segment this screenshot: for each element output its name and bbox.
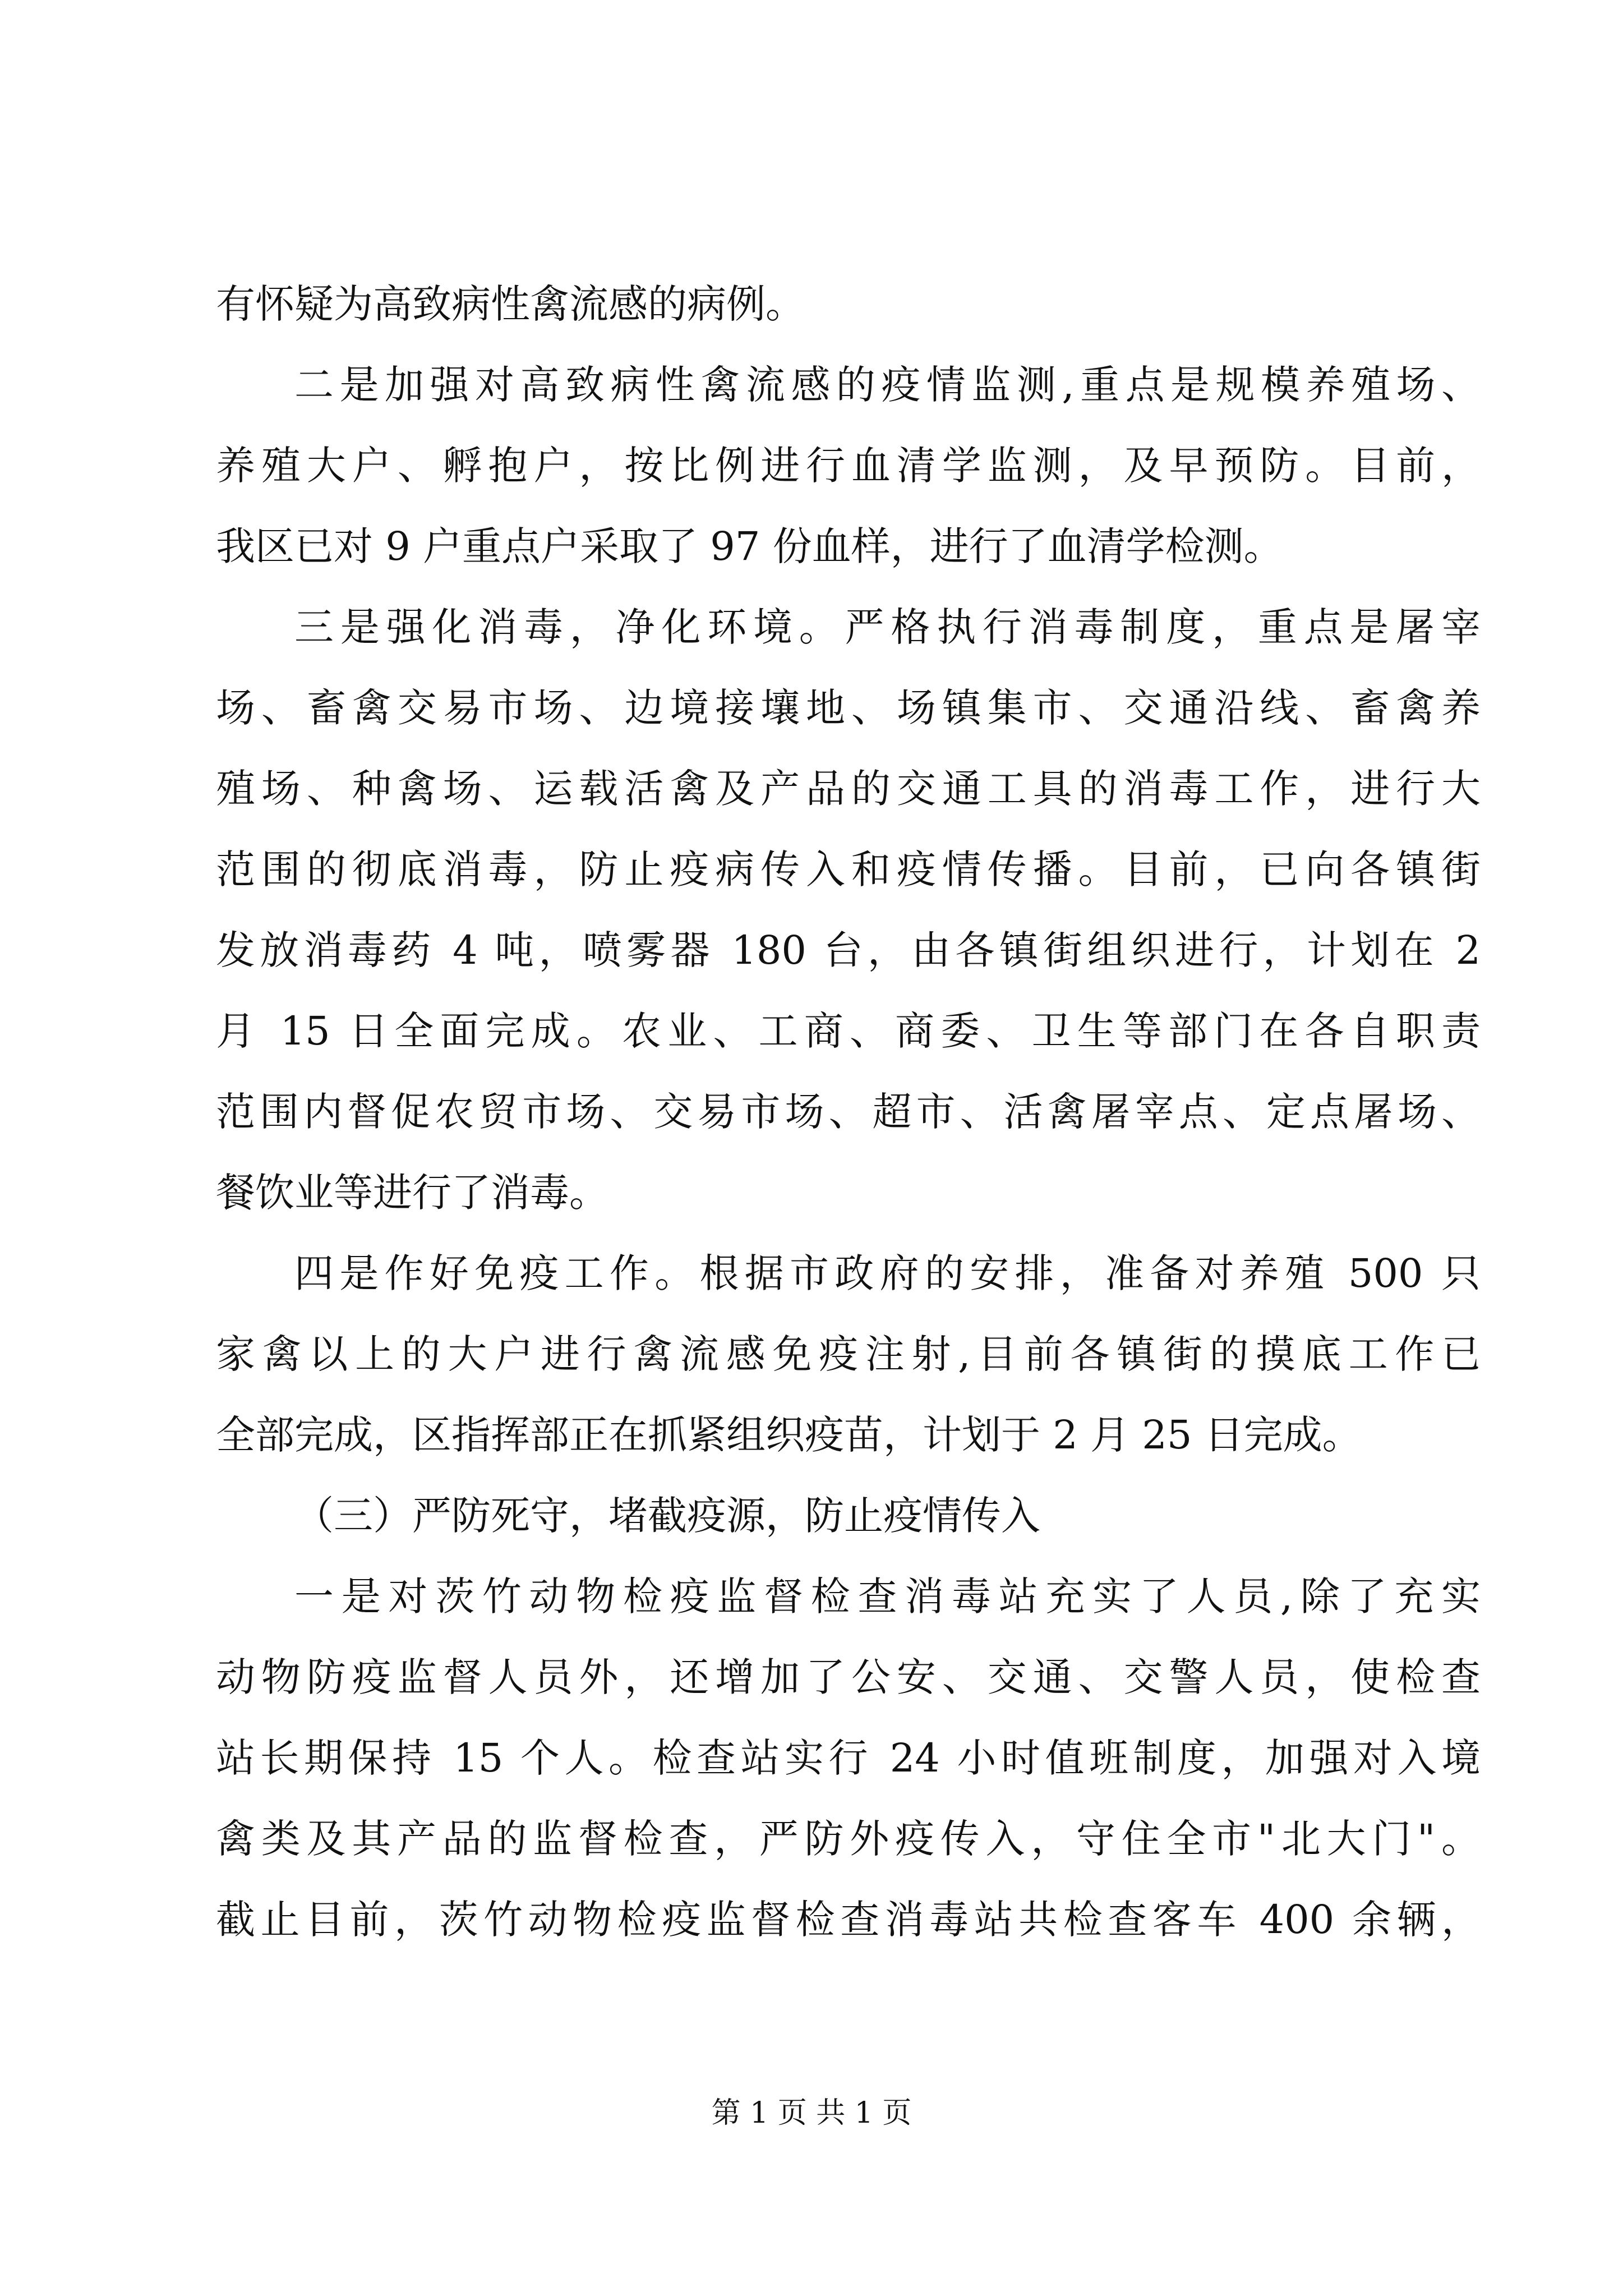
- paragraph-line: 全部完成，区指挥部正在抓紧组织疫苗，计划于 2 月 25 日完成。: [216, 1412, 1362, 1458]
- document-body: [216, 264, 1481, 1960]
- paragraph-line: 养殖大户、孵抱户，按比例进行血清学监测，及早预防。目前，: [216, 443, 1481, 489]
- paragraph-line: 发放消毒药 4 吨，喷雾器 180 台，由各镇街组织进行，计划在 2: [216, 927, 1481, 973]
- paragraph-line: 月 15 日全面完成。农业、工商、商委、卫生等部门在各自职责: [216, 1008, 1481, 1054]
- paragraph-line: 殖场、种禽场、运载活禽及产品的交通工具的消毒工作，进行大: [216, 766, 1481, 812]
- paragraph-line: 动物防疫监督人员外，还增加了公安、交通、交警人员，使检查: [216, 1654, 1481, 1700]
- paragraph-line: 场、畜禽交易市场、边境接壤地、场镇集市、交通沿线、畜禽养: [216, 685, 1481, 731]
- paragraph-line: 餐饮业等进行了消毒。: [216, 1170, 608, 1216]
- paragraph-line: 范围内督促农贸市场、交易市场、超市、活禽屠宰点、定点屠场、: [216, 1089, 1481, 1135]
- paragraph-line: 二是加强对高致病性禽流感的疫情监测,重点是规模养殖场、: [294, 362, 1481, 408]
- page-footer: 第 1 页 共 1 页: [711, 2096, 912, 2130]
- paragraph-line: 有怀疑为高致病性禽流感的病例。: [216, 281, 805, 327]
- paragraph-line: 四是作好免疫工作。根据市政府的安排，准备对养殖 500 只: [294, 1250, 1481, 1296]
- paragraph-line: 三是强化消毒，净化环境。严格执行消毒制度，重点是屠宰: [294, 604, 1481, 650]
- paragraph-line: 家禽以上的大户进行禽流感免疫注射,目前各镇街的摸底工作已: [216, 1331, 1481, 1377]
- paragraph-line: 一是对茨竹动物检疫监督检查消毒站充实了人员,除了充实: [294, 1573, 1481, 1619]
- paragraph-line: 禽类及其产品的监督检查，严防外疫传入，守住全市"北大门"。: [216, 1816, 1481, 1862]
- section-heading: （三）严防死守，堵截疫源，防止疫情传入: [294, 1493, 1040, 1539]
- paragraph-line: 范围的彻底消毒，防止疫病传入和疫情传播。目前，已向各镇街: [216, 846, 1481, 892]
- paragraph-line: 截止目前，茨竹动物检疫监督检查消毒站共检查客车 400 余辆，: [216, 1897, 1481, 1943]
- paragraph-line: 我区已对 9 户重点户采取了 97 份血样，进行了血清学检测。: [216, 523, 1283, 569]
- paragraph-line: 站长期保持 15 个人。检查站实行 24 小时值班制度，加强对入境: [216, 1735, 1481, 1781]
